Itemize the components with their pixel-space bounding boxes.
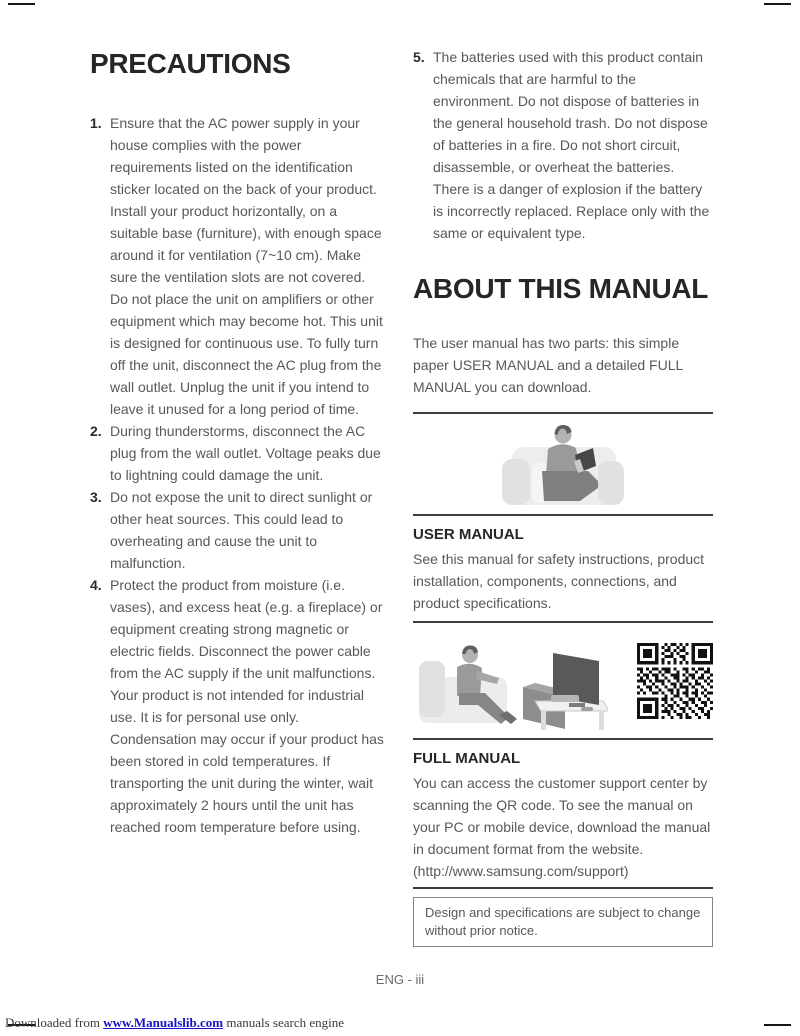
list-item-number: 5. <box>413 49 425 65</box>
about-intro: The user manual has two parts: this simple paper USER MANUAL and a detailed FULL MANUAL you can download. <box>413 335 683 395</box>
full-manual-text: You can access the customer support center by scanning the QR code. To see the manual on your PC or mobile device, download the manual in document format from the website. (http://www.samsung.com/support) <box>413 775 711 879</box>
divider <box>413 621 713 623</box>
list-item <box>90 112 386 420</box>
list-item-text: Protect the product from moisture (i.e. vases), and excess heat (e.g. a fireplace) or equipment creating strong magnetic or electric fields. Disconnect the power cable from the AC supply if the unit malfunctions. Your product is not intended for industrial use. It is for personal use only. Condensation may occur if your product has been stored in cold temperatures. If transporting the unit during the winter, wait approximately 2 hours until the unit has reached room temperature before using. <box>110 577 384 835</box>
crop-mark-top-left <box>8 3 35 5</box>
list-item <box>90 420 386 486</box>
list-item <box>90 574 386 838</box>
list-item-text: Ensure that the AC power supply in your house complies with the power requirements listed on the identification sticker located on the back of your product. Install your product horizontally, on a suitable base (furniture), with enough space around it for ventilation (7~10 cm). Make sure the ventilation slots are not covered. Do not place the unit on amplifiers or other equipment which may become hot. This unit is designed for continuous use. To fully turn off the unit, disconnect the AC plug from the wall outlet. Unplug the unit if you intend to leave it unused for a long period of time. <box>110 115 383 417</box>
watermark-suffix: manuals search engine <box>223 1015 345 1030</box>
full-manual-heading: FULL MANUAL <box>413 750 521 767</box>
list-item <box>413 46 713 244</box>
right-column <box>413 46 713 947</box>
precautions-title: PRECAUTIONS <box>90 48 291 79</box>
list-item-number: 4. <box>90 577 102 593</box>
manualslib-link[interactable]: www.Manualslib.com <box>103 1015 224 1030</box>
list-item-text: During thunderstorms, disconnect the AC plug from the wall outlet. Voltage peaks due to lightning could damage the unit. <box>110 423 381 483</box>
list-item-number: 1. <box>90 115 102 131</box>
page-number: ENG - iii <box>375 972 425 987</box>
list-item-text: Do not expose the unit to direct sunlight or other heat sources. This could lead to overheating and cause the unit to malfunction. <box>110 489 373 571</box>
sofa-tv-image <box>413 631 608 731</box>
list-item <box>90 486 386 574</box>
divider <box>413 887 713 889</box>
about-title: ABOUT THIS MANUAL <box>413 273 709 304</box>
armchair-reader-image <box>478 419 648 509</box>
list-item-number: 2. <box>90 423 102 439</box>
qr-code <box>637 643 713 719</box>
user-manual-heading: USER MANUAL <box>413 526 524 543</box>
divider <box>413 412 713 414</box>
precautions-list-continued <box>413 46 713 244</box>
precautions-list <box>90 112 386 838</box>
left-column <box>90 46 386 947</box>
tv-illustration-row <box>413 629 713 733</box>
user-manual-text: See this manual for safety instructions, product installation, components, connections, and product specifications. <box>413 551 705 611</box>
list-item-text: The batteries used with this product contain chemicals that are harmful to the environment. Do not dispose of batteries in the general household trash. Do not dispose of batteries in a fire. Do not short circuit, disassemble, or overheat the batteries. There is a danger of explosion if the battery is incorrectly replaced. Replace only with the same or equivalent type. <box>433 49 710 241</box>
reading-illustration <box>413 418 713 510</box>
divider <box>413 514 713 516</box>
two-column-layout <box>90 46 713 947</box>
watermark <box>5 1015 344 1031</box>
crop-mark-top-right <box>764 3 791 5</box>
crop-mark-bottom-right <box>764 1024 791 1026</box>
disclaimer-box <box>413 897 713 947</box>
divider <box>413 738 713 740</box>
watermark-prefix: Downloaded from <box>5 1015 104 1030</box>
list-item-number: 3. <box>90 489 102 505</box>
disclaimer-text: Design and specifications are subject to change without prior notice. <box>425 905 701 938</box>
